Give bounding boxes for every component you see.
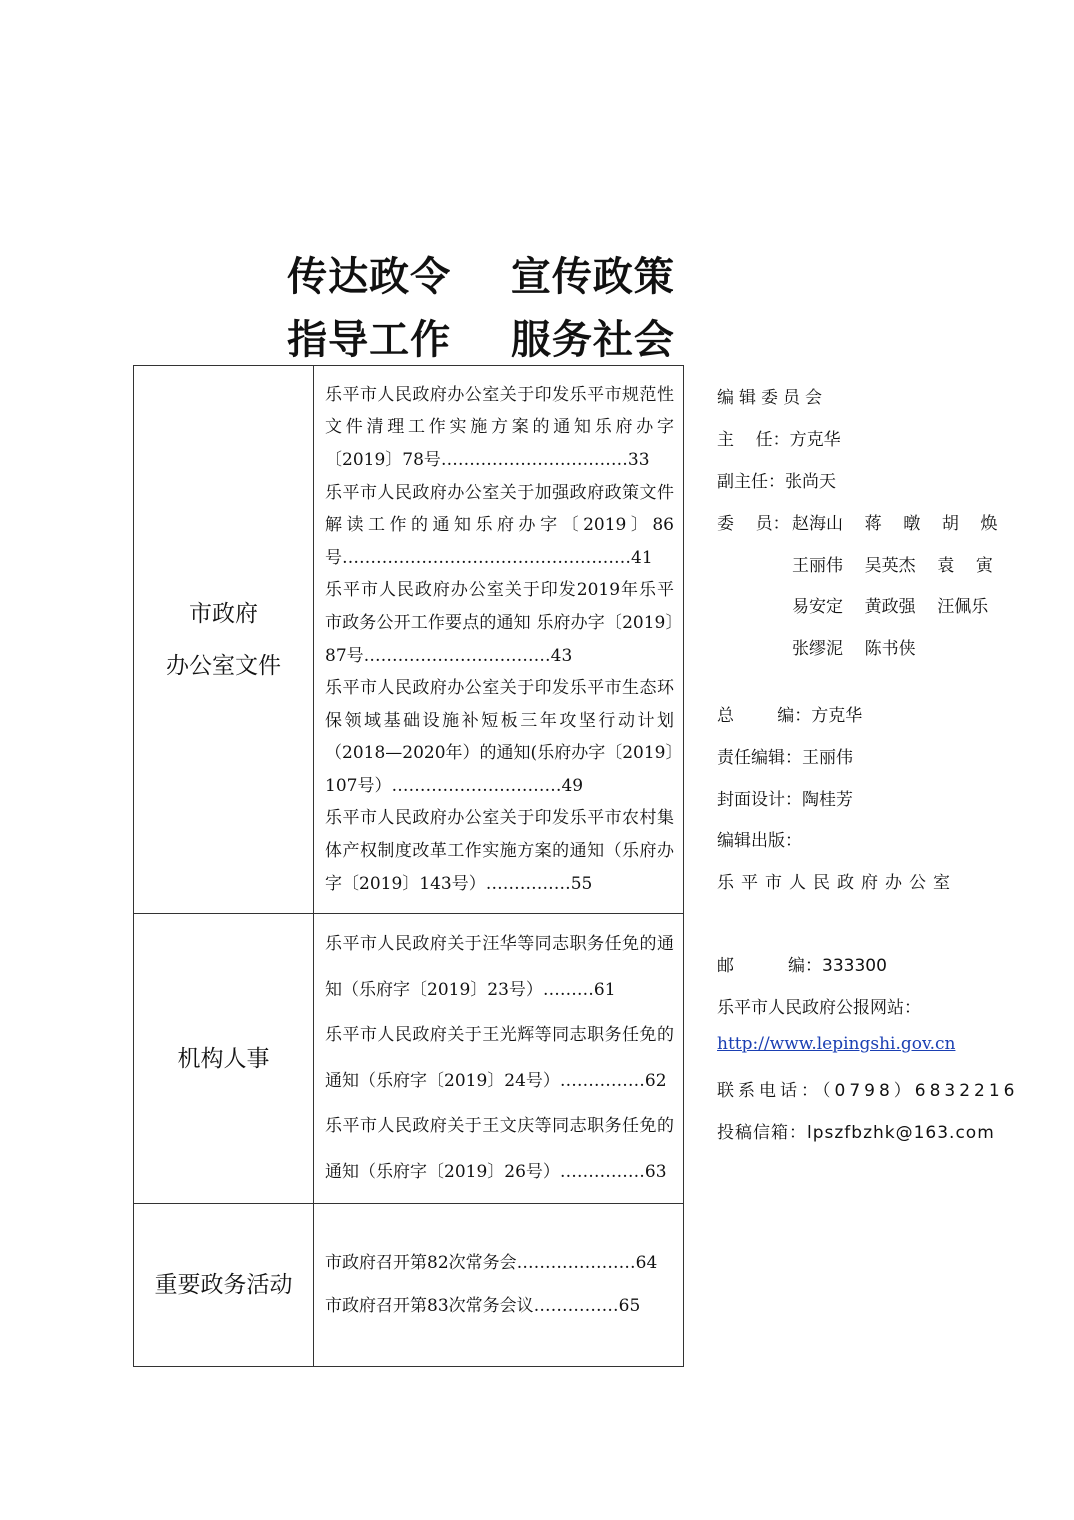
entry-leader: …………… xyxy=(559,1070,645,1091)
entry-title: 市政府召开第82次常务会 xyxy=(325,1253,517,1273)
entry-leader: …………… xyxy=(485,873,571,894)
entry-page: 55 xyxy=(570,873,593,894)
toc-entry[interactable] xyxy=(325,477,674,575)
toc-entry[interactable] xyxy=(325,574,674,672)
entry-leader: …………………………… xyxy=(363,645,551,666)
contents-table xyxy=(133,365,684,1367)
postcode-line: 邮 编：333300 xyxy=(717,956,887,976)
members-line: 王丽伟 吴英杰 袁 寅 xyxy=(792,556,993,576)
toc-entry[interactable] xyxy=(325,1013,674,1104)
entry-title: 乐平市人民政府关于王光辉等同志职务任免的通知（乐府字〔2019〕24号） xyxy=(325,1025,674,1091)
entry-leader: …………… xyxy=(533,1296,619,1316)
toc-entry[interactable] xyxy=(325,1285,674,1328)
toc-section-personnel xyxy=(134,914,684,1204)
section-category xyxy=(134,366,314,914)
toc-entry[interactable] xyxy=(325,1104,674,1195)
toc-section-activities xyxy=(134,1204,684,1367)
toc-entry[interactable] xyxy=(325,922,674,1013)
category-line: 办公室文件 xyxy=(166,652,281,679)
header-line-1: 传达政令 宣传政策 xyxy=(287,253,675,300)
director-line: 主 任：方克华 xyxy=(717,430,841,450)
section-category xyxy=(134,1204,314,1367)
toc-entry[interactable] xyxy=(325,672,674,802)
entry-page: 64 xyxy=(635,1253,658,1273)
entry-page: 41 xyxy=(631,547,653,568)
cover-design-line: 封面设计：陶桂芳 xyxy=(717,790,853,810)
website-label: 乐平市人民政府公报网站： xyxy=(717,998,921,1018)
entry-page: 61 xyxy=(593,979,616,1000)
members-label: 委 员： xyxy=(717,514,790,534)
entry-title: 市政府召开第83次常务会议 xyxy=(325,1296,534,1316)
entry-leader: ………………… xyxy=(516,1253,636,1273)
entry-title: 乐平市人民政府关于王文庆等同志职务任免的通知（乐府字〔2019〕26号） xyxy=(325,1116,674,1182)
section-entries xyxy=(314,1204,684,1367)
toc-entry[interactable] xyxy=(325,379,674,477)
members-line: 赵海山 蒋 暾 胡 焕 xyxy=(792,514,998,534)
email-line[interactable]: 投稿信箱：lpszfbzhk@163.com xyxy=(717,1123,995,1143)
website-link[interactable]: http://www.lepingshi.gov.cn xyxy=(717,1034,956,1054)
phone-line: 联系电话：（0798）6832216 xyxy=(717,1081,1019,1101)
toc-entry[interactable] xyxy=(325,802,674,900)
entry-page: 63 xyxy=(644,1161,667,1182)
entry-leader: …………………………………………… xyxy=(342,547,631,568)
members-line: 张缪泥 陈书侠 xyxy=(792,639,916,659)
members-line: 易安定 黄政强 汪佩乐 xyxy=(792,597,989,617)
entry-title: 乐平市人民政府办公室关于印发2019年乐平市政务公开工作要点的通知 乐府办字〔2019〕87号 xyxy=(325,580,674,666)
section-entries xyxy=(314,366,684,914)
publisher-name: 乐平市人民政府办公室 xyxy=(717,873,957,893)
category-line: 重要政务活动 xyxy=(154,1272,293,1298)
header-line-2: 指导工作 服务社会 xyxy=(287,316,675,363)
toc-entry[interactable] xyxy=(325,1242,674,1285)
entry-page: 62 xyxy=(644,1070,667,1091)
entry-leader: …………… xyxy=(559,1161,645,1182)
publisher-label: 编辑出版： xyxy=(717,831,802,851)
entry-leader: …………………………… xyxy=(440,449,628,470)
section-entries xyxy=(314,914,684,1204)
entry-leader: ………………………… xyxy=(391,775,562,796)
chief-editor-line: 总 编：方克华 xyxy=(717,706,863,726)
entry-title: 乐平市人民政府办公室关于加强政府政策文件解读工作的通知乐府办字〔2019〕86号 xyxy=(325,482,674,568)
entry-title: 乐平市人民政府关于汪华等同志职务任免的通知（乐府字〔2019〕23号） xyxy=(325,934,674,1000)
entry-page: 33 xyxy=(627,449,650,470)
entry-title: 乐平市人民政府办公室关于印发乐平市生态环保领域基础设施补短板三年攻坚行动计划（2018—2020年）的通知(乐府办字〔2019〕107号） xyxy=(325,678,674,796)
entry-leader: ……… xyxy=(542,979,594,1000)
entry-title: 乐平市人民政府办公室关于印发乐平市农村集体产权制度改革工作实施方案的通知（乐府办字〔2019〕143号） xyxy=(325,808,674,894)
category-line: 机构人事 xyxy=(177,1045,270,1072)
deputy-director-line: 副主任：张尚天 xyxy=(717,472,836,492)
committee-title: 编辑委员会 xyxy=(717,388,827,408)
entry-page: 65 xyxy=(618,1296,641,1316)
section-category xyxy=(134,914,314,1204)
entry-title: 乐平市人民政府办公室关于印发乐平市规范性文件清理工作实施方案的通知乐府办字〔2019〕78号 xyxy=(325,384,674,470)
entry-page: 43 xyxy=(550,645,573,666)
toc-section-office-documents xyxy=(134,366,684,914)
responsible-editor-line: 责任编辑：王丽伟 xyxy=(717,748,853,768)
category-line: 市政府 xyxy=(189,600,258,627)
entry-page: 49 xyxy=(561,775,584,796)
